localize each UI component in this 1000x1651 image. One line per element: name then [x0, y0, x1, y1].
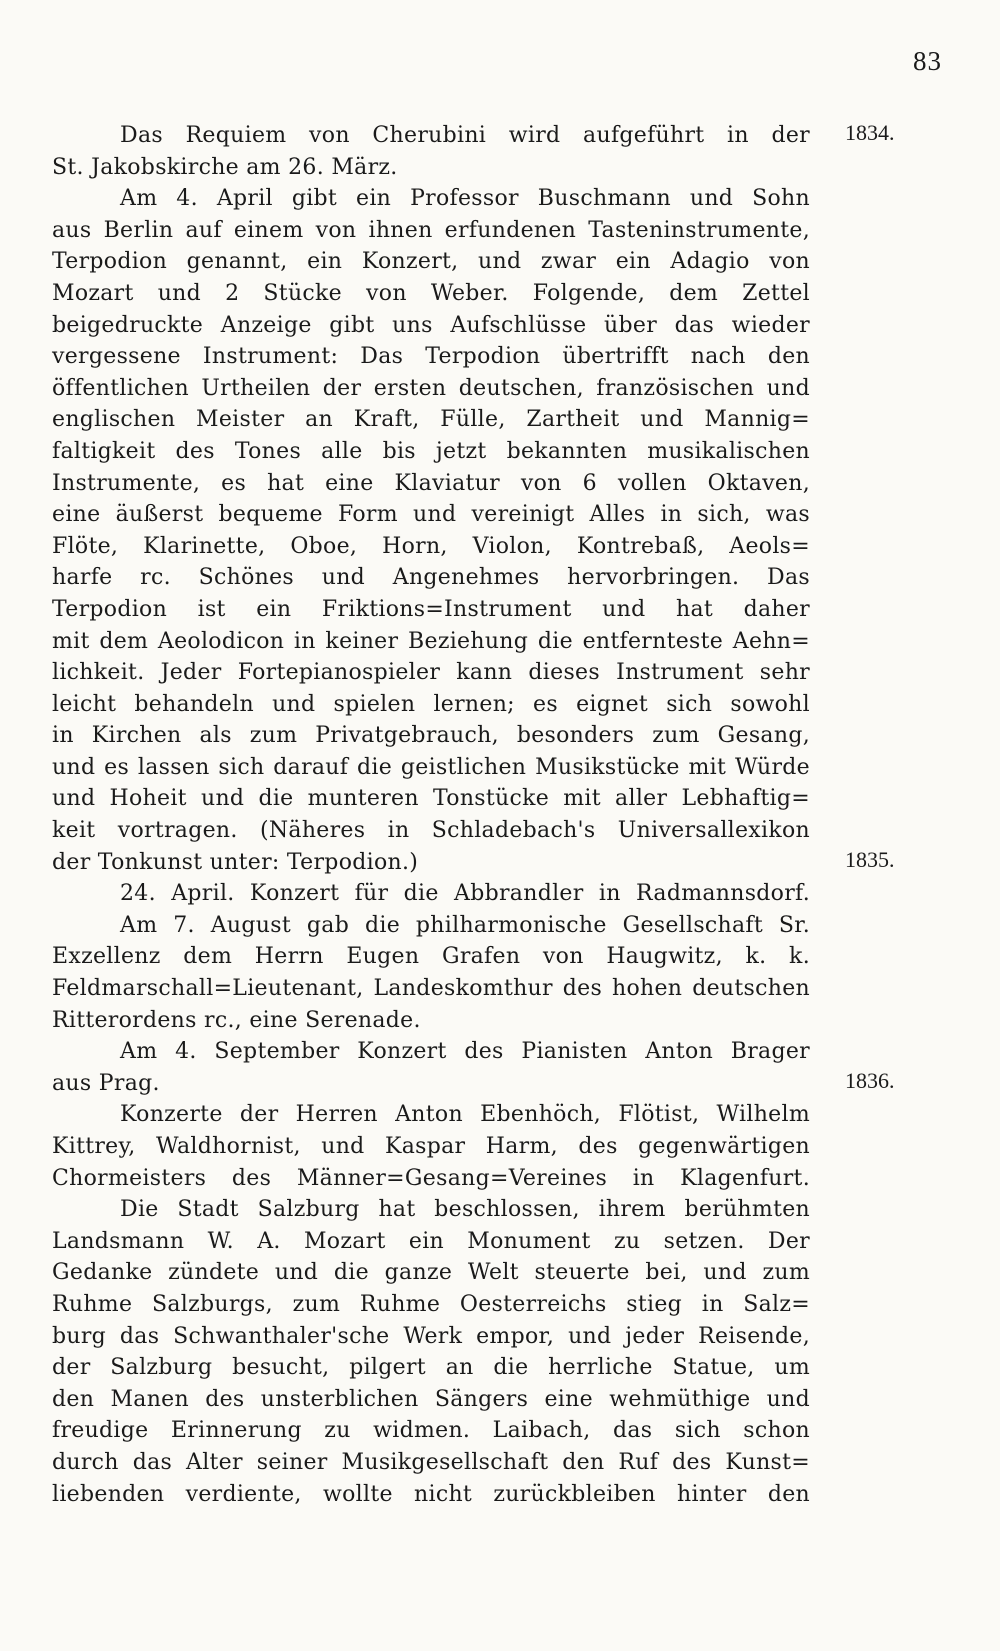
text-line: Mozart und 2 Stücke von Weber. Folgende, dem Zettel — [52, 280, 810, 306]
year-marker-1835: 1835. — [845, 847, 895, 872]
text-line: Kittrey, Waldhornist, und Kaspar Harm, des gegenwärtigen — [52, 1134, 810, 1159]
text-line: beigedruckte Anzeige gibt uns Aufschlüsse über das wieder — [52, 312, 810, 338]
text-line: mit dem Aeolodicon in keiner Beziehung die entfernteste Aehn= — [52, 628, 810, 654]
text-line: harfe rc. Schönes und Angenehmes hervorbringen. Das — [52, 565, 810, 591]
text-line: Chormeisters des Männer=Gesang=Vereines in Klagenfurt. — [52, 1165, 810, 1191]
text-line: Ritterordens rc., eine Serenade. — [52, 1007, 421, 1033]
text-line: keit vortragen. (Näheres in Schladebach's Universallexikon — [52, 818, 810, 844]
text-line: faltigkeit des Tones alle bis jetzt bekannten musikalischen — [52, 438, 810, 464]
text-line: Terpodion ist ein Friktions=Instrument und hat daher — [52, 596, 810, 622]
text-line: Gedanke zündete und die ganze Welt steuerte bei, und zum — [52, 1260, 810, 1286]
text-line: Das Requiem von Cherubini wird aufgeführt in der — [120, 123, 810, 148]
text-line: aus Prag. — [52, 1070, 160, 1096]
text-line: liebenden verdiente, wollte nicht zurückbleiben hinter den — [52, 1481, 810, 1507]
text-line: freudige Erinnerung zu widmen. Laibach, das sich schon — [52, 1418, 810, 1444]
text-line: Flöte, Klarinette, Oboe, Horn, Violon, Kontrebaß, Aeols= — [52, 533, 810, 559]
page-number: 83 — [913, 46, 942, 76]
text-line: der Salzburg besucht, pilgert an die herrliche Statue, um — [52, 1355, 810, 1381]
text-line: Am 4. April gibt ein Professor Buschmann und Sohn — [120, 186, 810, 212]
text-line: durch das Alter seiner Musikgesellschaft den Ruf des Kunst= — [52, 1449, 810, 1475]
text-line: und Hoheit und die munteren Tonstücke mit aller Lebhaftig= — [52, 786, 810, 812]
text-line: Exzellenz dem Herrn Eugen Grafen von Haugwitz, k. k. — [52, 944, 810, 970]
text-line: und es lassen sich darauf die geistlichen Musikstücke mit Würde — [52, 754, 810, 780]
text-line: vergessene Instrument: Das Terpodion übertrifft nach den — [52, 344, 810, 370]
text-line: der Tonkunst unter: Terpodion.) — [52, 849, 419, 875]
text-line: in Kirchen als zum Privatgebrauch, besonders zum Gesang, — [52, 723, 810, 749]
text-line: Ruhme Salzburgs, zum Ruhme Oesterreichs stieg in Salz= — [52, 1291, 810, 1317]
text-line: 24. April. Konzert für die Abbrandler in Radmannsdorf. — [120, 881, 810, 907]
text-line: aus Berlin auf einem von ihnen erfundenen Tasteninstrumente, — [52, 217, 810, 243]
text-line: Am 7. August gab die philharmonische Gesellschaft Sr. — [120, 912, 810, 938]
text-line: englischen Meister an Kraft, Fülle, Zartheit und Mannig= — [52, 407, 810, 433]
text-line: burg das Schwanthaler'sche Werk empor, und jeder Reisende, — [52, 1323, 810, 1349]
text-line: Am 4. September Konzert des Pianisten Anton Brager — [120, 1039, 810, 1065]
body-text — [52, 120, 810, 1510]
text-line: eine äußerst bequeme Form und vereinigt Alles in sich, was — [52, 502, 810, 528]
year-marker-1834: 1834. — [845, 120, 895, 145]
text-line: öffentlichen Urtheilen der ersten deutschen, französischen und — [52, 375, 810, 401]
text-line: Die Stadt Salzburg hat beschlossen, ihrem berühmten — [120, 1197, 810, 1223]
text-line: Feldmarschall=Lieutenant, Landeskomthur des hohen deutschen — [52, 976, 810, 1002]
text-line: Landsmann W. A. Mozart ein Monument zu setzen. Der — [52, 1228, 810, 1254]
text-line: St. Jakobskirche am 26. März. — [52, 154, 398, 180]
text-line: leicht behandeln und spielen lernen; es eignet sich sowohl — [52, 691, 810, 717]
year-marker-1836: 1836. — [845, 1068, 895, 1093]
text-line: den Manen des unsterblichen Sängers eine wehmüthige und — [52, 1386, 810, 1412]
text-line: Terpodion genannt, ein Konzert, und zwar ein Adagio von — [52, 249, 810, 275]
text-line: Konzerte der Herren Anton Ebenhöch, Flötist, Wilhelm — [120, 1102, 810, 1128]
text-line: Instrumente, es hat eine Klaviatur von 6 vollen Oktaven, — [52, 470, 810, 496]
text-line: lichkeit. Jeder Fortepianospieler kann dieses Instrument sehr — [52, 660, 810, 686]
